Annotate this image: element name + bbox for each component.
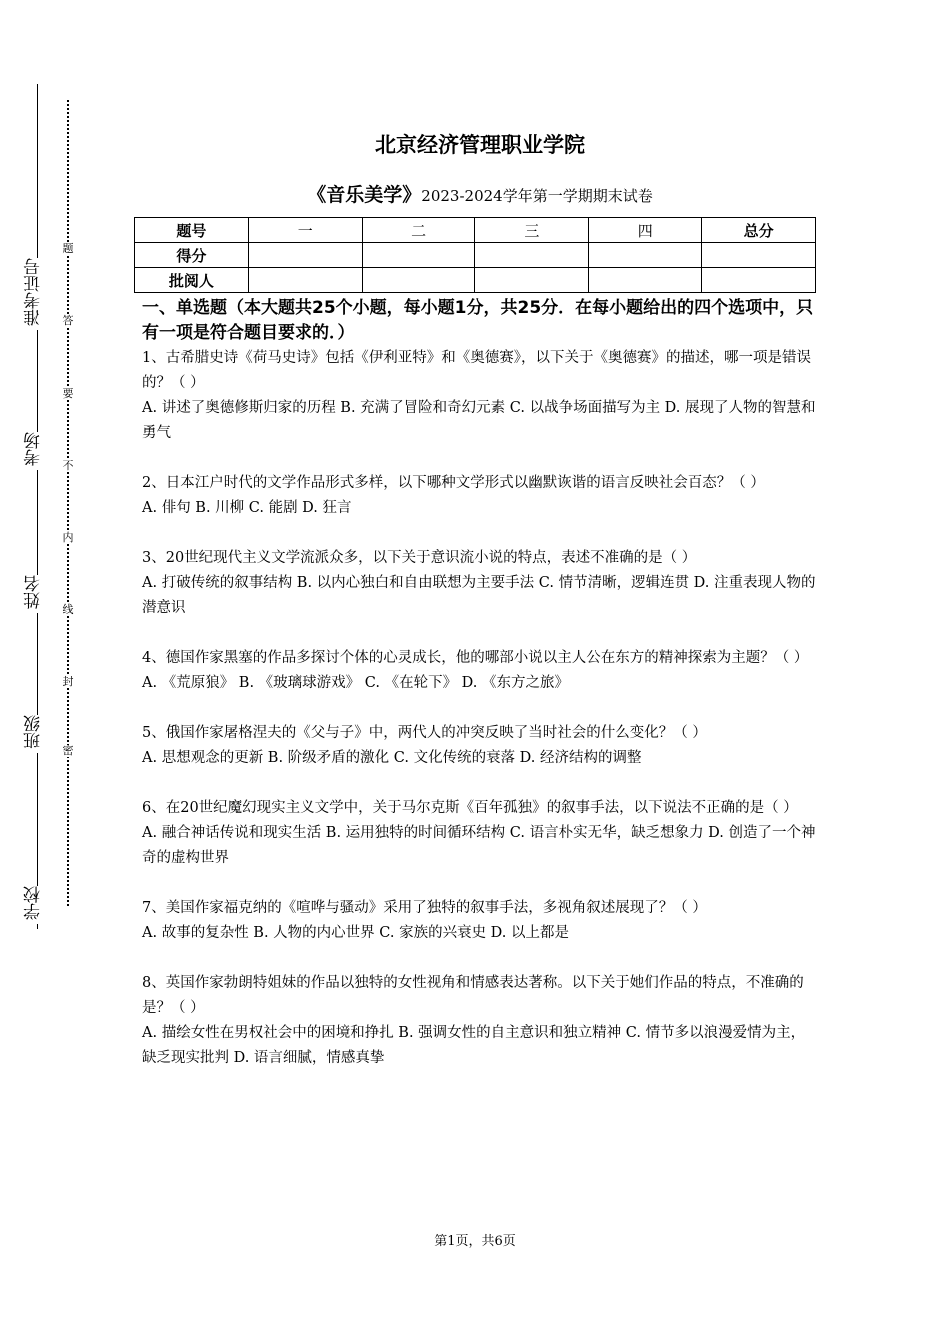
- grader-cell: [475, 268, 589, 293]
- seal-char: 不: [60, 460, 76, 472]
- question-options: A. 描绘女性在男权社会中的困境和挣扎 B. 强调女性的自主意识和独立精神 C. 情节多以浪漫爱情为主，缺乏现实批判 D. 语言细腻，情感真挚: [142, 1025, 806, 1066]
- field-class-label: [20, 715, 48, 753]
- question-list: [142, 346, 818, 1096]
- field-class-label-text: 班级: [24, 715, 44, 749]
- binding-margin: [0, 0, 110, 1344]
- score-table-row-label: 得分: [135, 243, 249, 268]
- grader-cell: [702, 268, 816, 293]
- question-stem: 4、德国作家黑塞的作品多探讨个体的心灵成长，他的哪部小说以主人公在东方的精神探索为主题？（ ）: [142, 650, 809, 666]
- question-options: A. 融合神话传说和现实生活 B. 运用独特的时间循环结构 C. 语言朴实无华，缺乏想象力 D. 创造了一个神奇的虚构世界: [142, 825, 816, 866]
- question-stem: 8、英国作家勃朗特姐妹的作品以独特的女性视角和情感表达著称。以下关于她们作品的特点，不准确的是？（ ）: [142, 975, 804, 1016]
- question-stem: 7、美国作家福克纳的《喧哗与骚动》采用了独特的叙事手法，多视角叙述展现了？（ ）: [142, 900, 707, 916]
- question-stem: 6、在20世纪魔幻现实主义文学中，关于马尔克斯《百年孤独》的叙事手法，以下说法不正确的是（ ）: [142, 800, 798, 816]
- score-cell: [702, 243, 816, 268]
- score-cell: [589, 243, 702, 268]
- field-school-label: [20, 886, 48, 924]
- question-item: [142, 896, 818, 946]
- field-exam-room-label-text: 考场: [24, 432, 44, 466]
- seal-char: 答: [60, 315, 76, 327]
- score-cell: [475, 243, 589, 268]
- question-stem: 2、日本江户时代的文学作品形式多样，以下哪种文学形式以幽默诙谐的语言反映社会百态？（ ）: [142, 475, 765, 491]
- section-title: 一、单选题（本大题共25个小题，每小题1分，共25分．在每小题给出的四个选项中，只有一项是符合题目要求的．）: [142, 298, 814, 343]
- field-name-label-text: 姓名: [24, 575, 44, 609]
- score-table-column: 一: [248, 218, 362, 243]
- school-title: 北京经济管理职业学院: [375, 133, 585, 157]
- question-item: [142, 471, 818, 521]
- score-table-grader-row: [135, 268, 816, 293]
- question-options: A. 俳句 B. 川柳 C. 能剧 D. 狂言: [142, 500, 352, 516]
- question-item: [142, 971, 818, 1071]
- question-stem: 1、古希腊史诗《荷马史诗》包括《伊利亚特》和《奥德赛》，以下关于《奥德赛》的描述，哪一项是错误的？（ ）: [142, 350, 811, 391]
- score-cell: [248, 243, 362, 268]
- seal-char: 封: [60, 676, 76, 688]
- score-table-column: 三: [475, 218, 589, 243]
- page-footer: 第1页，共6页: [434, 1234, 516, 1249]
- score-table-row-label: 题号: [135, 218, 249, 243]
- seal-char: 线: [60, 604, 76, 616]
- field-exam-number-label: [20, 258, 48, 330]
- question-item: [142, 796, 818, 871]
- score-table-header-row: [135, 218, 816, 243]
- question-options: A. 讲述了奥德修斯归家的历程 B. 充满了冒险和奇幻元素 C. 以战争场面描写为主 D. 展现了人物的智慧和勇气: [142, 400, 816, 441]
- grader-cell: [362, 268, 475, 293]
- field-name-label: [20, 575, 48, 613]
- field-exam-room-label: [20, 432, 48, 470]
- question-item: [142, 346, 818, 446]
- grader-cell: [248, 268, 362, 293]
- question-item: [142, 721, 818, 771]
- question-options: A. 《荒原狼》 B. 《玻璃球游戏》 C. 《在轮下》 D. 《东方之旅》: [142, 675, 570, 691]
- question-item: [142, 546, 818, 621]
- seal-char: 内: [60, 532, 76, 544]
- seal-dotted-line: [67, 100, 69, 906]
- score-table-column: 总分: [702, 218, 816, 243]
- course-name: 《音乐美学》: [307, 184, 422, 206]
- field-exam-number-label-text: 准考证号: [24, 258, 44, 326]
- question-item: [142, 646, 818, 696]
- question-options: A. 故事的复杂性 B. 人物的内心世界 C. 家族的兴衰史 D. 以上都是: [142, 925, 570, 941]
- exam-subtitle: [142, 180, 818, 207]
- score-cell: [362, 243, 475, 268]
- score-table-row-label: 批阅人: [135, 268, 249, 293]
- score-table-column: 二: [362, 218, 475, 243]
- question-options: A. 思想观念的更新 B. 阶级矛盾的激化 C. 文化传统的衰落 D. 经济结构的调整: [142, 750, 642, 766]
- score-table-score-row: [135, 243, 816, 268]
- question-stem: 3、20世纪现代主义文学流派众多，以下关于意识流小说的特点，表述不准确的是（ ）: [142, 550, 697, 566]
- binding-solid-line: [37, 84, 38, 929]
- grader-cell: [589, 268, 702, 293]
- score-table-column: 四: [589, 218, 702, 243]
- seal-char: 密: [60, 745, 76, 757]
- question-options: A. 打破传统的叙事结构 B. 以内心独白和自由联想为主要手法 C. 情节清晰，逻辑连贯 D. 注重表现人物的潜意识: [142, 575, 816, 616]
- term-label: 2023-2024学年第一学期期末试卷: [421, 187, 653, 205]
- score-table: [134, 217, 816, 293]
- question-stem: 5、俄国作家屠格涅夫的《父与子》中，两代人的冲突反映了当时社会的什么变化？（ ）: [142, 725, 707, 741]
- seal-char: 题: [60, 243, 76, 255]
- field-school-label-text: 学校: [24, 886, 44, 920]
- seal-char: 要: [60, 388, 76, 400]
